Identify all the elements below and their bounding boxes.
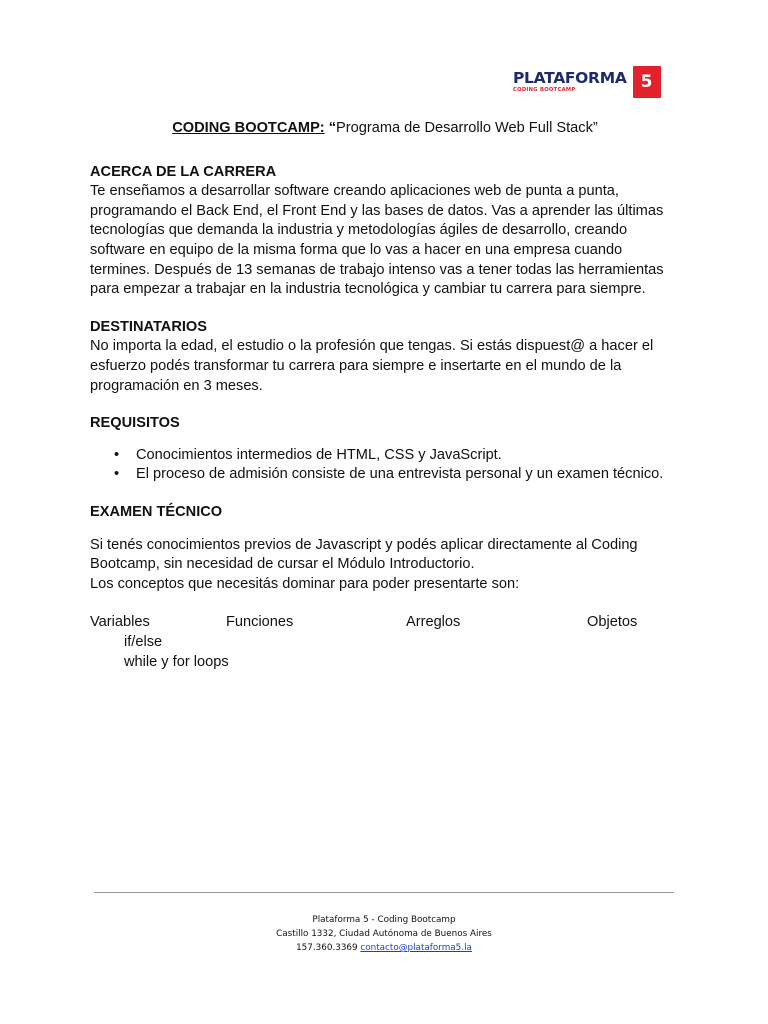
destinatarios-body: No importa la edad, el estudio o la profesión que tengas. Si estás dispuest@ a hacer el esfuerzo podés transformar tu carrera para siempre e insertarte en el mundo de la programación en 3 meses.: [90, 338, 654, 394]
concept-objetos: Objetos: [587, 614, 638, 631]
footer-line-3: [0, 941, 768, 955]
title-open-quote: “: [324, 120, 337, 136]
section-requisitos: [90, 414, 680, 485]
requisitos-list: [90, 446, 680, 485]
title-program: Programa de Desarrollo Web Full Stack”: [336, 120, 598, 136]
title-prefix: CODING BOOTCAMP:: [172, 120, 325, 136]
concepts-row: [90, 613, 680, 633]
footer-line-2: Castillo 1332, Ciudad Autónoma de Buenos Aires: [276, 929, 492, 939]
concept-if-else: if/else: [124, 634, 163, 651]
examen-body: Si tenés conocimientos previos de Javascript y podés aplicar directamente al Coding Bootcamp, sin necesidad de cursar el Módulo Introductorio.: [90, 536, 638, 573]
concept-funciones: Funciones: [226, 614, 294, 631]
section-acerca: [90, 163, 680, 300]
footer-line-1: Plataforma 5 - Coding Bootcamp: [312, 915, 456, 925]
logo-word: PLATAFORMA: [513, 68, 627, 87]
destinatarios-heading: DESTINATARIOS: [90, 318, 208, 335]
acerca-body: Te enseñamos a desarrollar software creando aplicaciones web de punta a punta, programando el Back End, el Front End y las bases de datos. Vas a aprender las últimas tecnologías que demanda la industria y metodologías ágiles de desarrollo, creando software en equipo de la misma forma que lo vas a hacer en una empresa cuando termines. Después de 13 semanas de trabajo intenso vas a tener todas las herramientas para empezar a trabajar en la industria tecnológica y cambiar tu carrera para siempre.: [90, 183, 664, 298]
logo-number-box: 5: [633, 66, 661, 98]
examen-heading: EXAMEN TÉCNICO: [90, 503, 223, 520]
section-destinatarios: [90, 318, 680, 396]
list-item: • El proceso de admisión consiste de una entrevista personal y un examen técnico.: [136, 465, 680, 485]
plataforma5-logo: [513, 66, 661, 98]
logo-text: [513, 68, 627, 94]
concept-loops: while y for loops: [124, 653, 229, 670]
document-title: [90, 119, 680, 139]
concept-variables: Variables: [90, 614, 150, 631]
concept-arreglos: Arreglos: [406, 614, 461, 631]
section-examen: [90, 503, 680, 673]
document-body: [90, 119, 680, 672]
footer-email-link[interactable]: contacto@plataforma5.la: [360, 943, 472, 953]
examen-body-2: Los conceptos que necesitás dominar para poder presentarte son:: [90, 575, 520, 592]
acerca-heading: ACERCA DE LA CARRERA: [90, 163, 277, 180]
footer: [0, 913, 768, 955]
footer-phone: 157.360.3369: [296, 943, 358, 953]
list-item: • Conocimientos intermedios de HTML, CSS y JavaScript.: [136, 446, 680, 466]
logo-subtitle: CODING BOOTCAMP: [513, 87, 576, 94]
footer-divider: [94, 892, 674, 893]
requisitos-heading: REQUISITOS: [90, 415, 180, 432]
